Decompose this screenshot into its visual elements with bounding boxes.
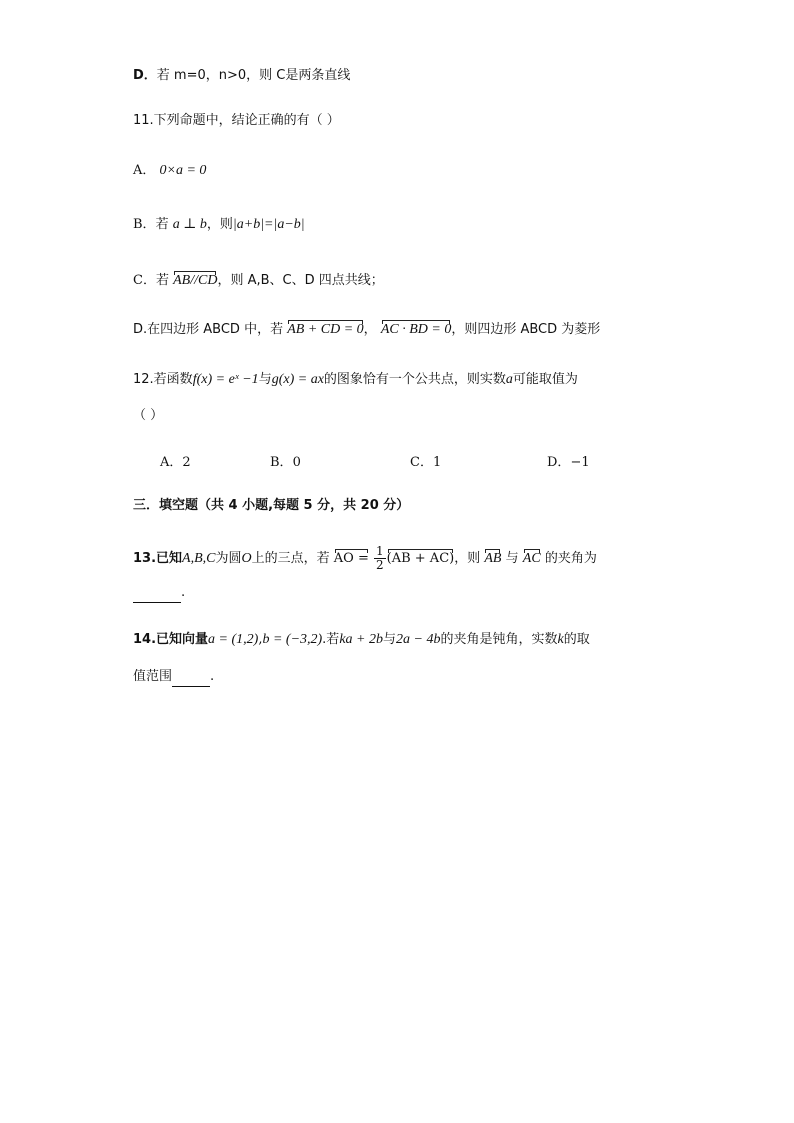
section3-title: 三．填空题（共 4 小题,每题 5 分，共 20 分） bbox=[133, 498, 410, 513]
q13-circle: O bbox=[241, 551, 252, 566]
q14-text2: .若 bbox=[322, 632, 340, 647]
option-d-text: 若 m=0，n>0，则 C是两条直线 bbox=[156, 68, 351, 83]
q13-points: A,B,C bbox=[182, 551, 216, 566]
q13-answer-line bbox=[133, 583, 185, 603]
q14-expr1: ka + 2b bbox=[339, 632, 383, 647]
q12-g-expr: g(x) = ax bbox=[271, 372, 324, 387]
q13-text3: 上的三点，若 bbox=[251, 551, 330, 566]
q11-d-expr2: AC · BD = 0 bbox=[381, 320, 452, 340]
q13-text4: ，则 bbox=[454, 551, 481, 566]
q11-stem: 11.下列命题中，结论正确的有（ ） bbox=[133, 113, 340, 128]
q11-d-expr1: AB + CD = 0 bbox=[287, 320, 363, 340]
q13-answer-blank[interactable] bbox=[133, 588, 181, 603]
q11-c-label: C． bbox=[133, 273, 156, 288]
option-d-label: D． bbox=[133, 68, 157, 83]
q14-b-def: b = (−3,2) bbox=[262, 632, 323, 647]
q14-text3: 与 bbox=[382, 632, 396, 647]
q14-text4: 的夹角是钝角，实数 bbox=[440, 632, 558, 647]
q12-mid: 与 bbox=[258, 372, 272, 387]
q11-c-suffix: ，则 A,B、C、D 四点共线； bbox=[217, 273, 384, 288]
q12-option-b: B．0 bbox=[270, 455, 301, 470]
q14-text5: 的取 bbox=[563, 632, 590, 647]
q13-text1: 13.已知 bbox=[133, 551, 183, 566]
q11-option-b bbox=[133, 215, 305, 235]
q13-lhs: AO = bbox=[334, 549, 369, 569]
q12-paren: （ ） bbox=[133, 408, 164, 423]
q13-text2: 为圆 bbox=[215, 551, 242, 566]
q11-d-text2: ，则四边形 ABCD 为菱形 bbox=[451, 322, 601, 337]
q11-option-d bbox=[133, 320, 600, 340]
q14-end: . bbox=[210, 669, 215, 684]
q12-options bbox=[160, 451, 630, 471]
q11-d-sep: ， bbox=[363, 322, 377, 337]
q12-option-d: D．−1 bbox=[547, 455, 590, 470]
q13-fraction: $\frac{1}{2}$ bbox=[376, 544, 384, 572]
option-d-line bbox=[133, 66, 350, 86]
q13-end: . bbox=[181, 585, 186, 600]
q11-b-prefix: 若 bbox=[155, 217, 169, 232]
q11-a-expr: 0×a = 0 bbox=[159, 163, 207, 178]
q12-option-a: A．2 bbox=[160, 455, 191, 470]
q14-line2-text: 值范围 bbox=[133, 669, 173, 684]
q13-text5: 与 bbox=[505, 551, 519, 566]
q14-expr2: 2a − 4b bbox=[396, 632, 441, 647]
q14-a-def: a = (1,2) bbox=[208, 632, 259, 647]
q14-text1: 14.已知向量 bbox=[133, 632, 209, 647]
q12-var: a bbox=[505, 372, 513, 387]
q13-stem bbox=[133, 545, 597, 572]
q11-d-text1: D.在四边形 ABCD 中，若 bbox=[133, 322, 284, 337]
q13-rhs: (AB + AC) bbox=[387, 549, 455, 569]
q11-b-expr1: a ⊥ b bbox=[172, 217, 207, 232]
q11-c-vector-expr: AB//CD bbox=[173, 271, 217, 291]
q14-k: k bbox=[557, 632, 564, 647]
q12-text1: 12.若函数 bbox=[133, 372, 193, 387]
q14-line2 bbox=[133, 667, 214, 687]
q14-comma: , bbox=[258, 632, 263, 647]
q11-option-c bbox=[133, 271, 384, 291]
q11-b-expr2: |a+b|=|a−b| bbox=[232, 217, 305, 232]
q12-text3: 可能取值为 bbox=[512, 372, 578, 387]
q12-f-expr: f(x) = eˣ −1 bbox=[192, 372, 259, 387]
q12-option-c: C．1 bbox=[410, 455, 442, 470]
q11-option-a bbox=[133, 161, 206, 181]
q13-v1: AB bbox=[484, 549, 501, 569]
q13-text6: 的夹角为 bbox=[544, 551, 597, 566]
q12-stem bbox=[133, 370, 578, 390]
q14-stem bbox=[133, 630, 590, 650]
q11-c-prefix: 若 bbox=[155, 273, 169, 288]
q11-b-mid: ，则 bbox=[206, 217, 233, 232]
q13-v2: AC bbox=[523, 549, 541, 569]
q11-a-label: A． bbox=[133, 163, 156, 178]
q14-answer-blank[interactable] bbox=[172, 672, 210, 687]
q12-text2: 的图象恰有一个公共点，则实数 bbox=[323, 372, 506, 387]
q11-b-label: B． bbox=[133, 217, 156, 232]
